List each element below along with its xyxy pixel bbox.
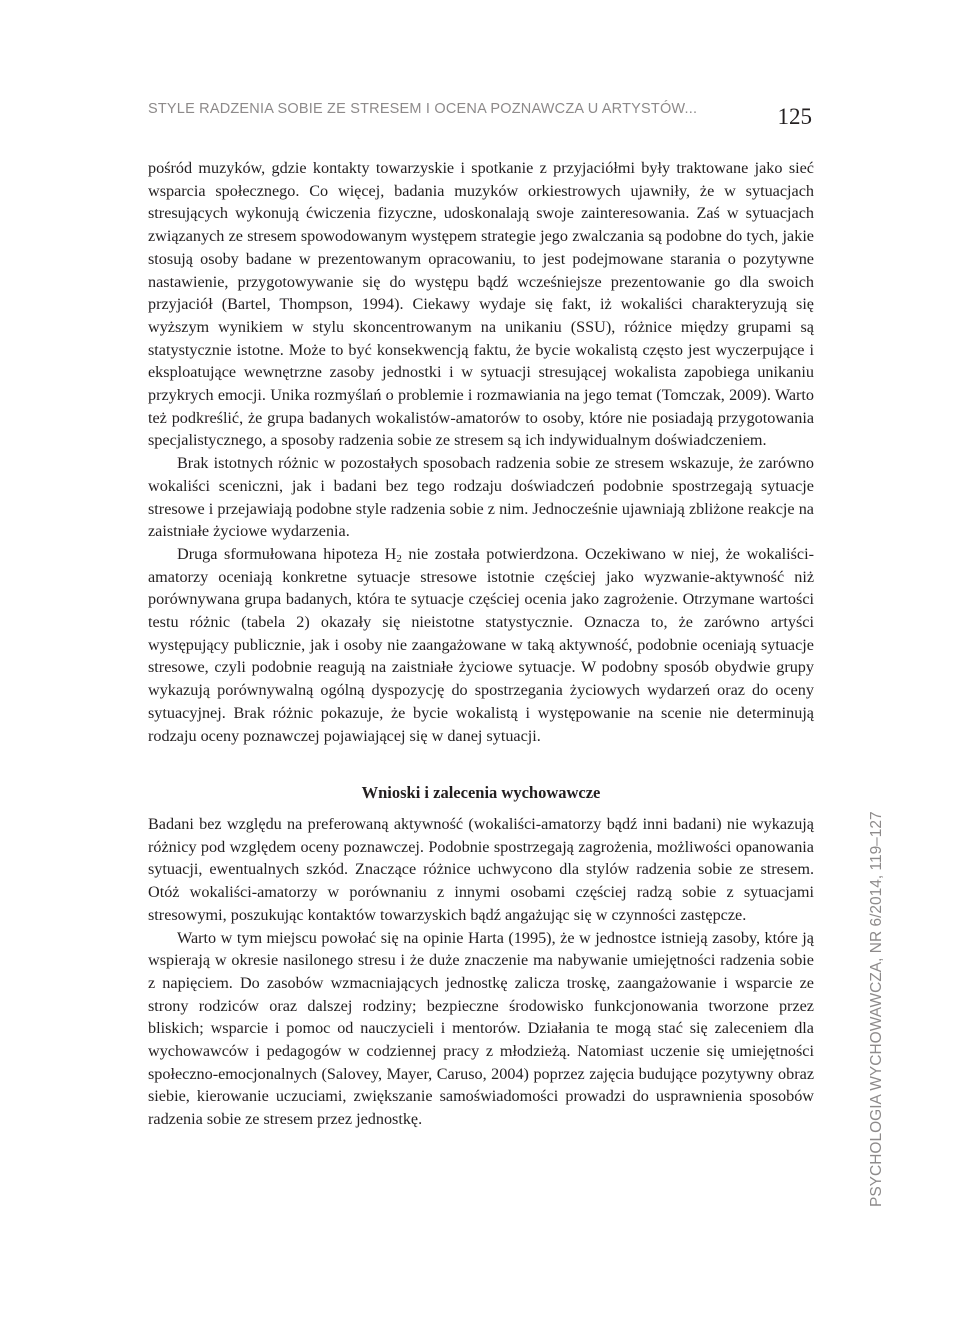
section-heading: Wnioski i zalecenia wychowawcze [361, 783, 601, 803]
paragraph-4: Badani bez względu na preferowaną aktywność (wokaliści-amatorzy bądź inni badani) nie wykazują różnicy pod względem oceny poznawczej. Podobnie spostrzegają zagrożenia, możliwości opanowania sytuacji, ewentualnych szkód. Znaczące różnice uchwycono dla stylów radzenia sobie ze stresem. Otóż wokaliści-amatorzy w porównaniu z innymi osobami częściej radzą sobie z sytuacjami stresowymi, poszukując kontaktów towarzyskich bądź angażując się w czynności zastępcze. [148, 814, 814, 924]
paragraph-3-start: Druga sformułowana hipoteza H [177, 544, 397, 563]
journal-info-vertical: PSYCHOLOGIA WYCHOWAWCZA, NR 6/2014, 119–127 [868, 811, 885, 1207]
paragraph-5: Warto w tym miejscu powołać się na opinie Harta (1995), że w jednostce istnieją zasoby, które ją wspierają w okresie nasilonego stresu i że duże znaczenie ma nabywanie umiejętności radzenia sobie z napięciem. Do zasobów wzmacniających jednostkę zalicza troskę, zaangażowanie i wsparcie ze strony rodziców oraz dalszej rodziny; bezpieczne środowisko funkcjonowania tworzone przez bliskich; wsparcie i pomoc od nauczycieli i mentorów. Działania te mogą stać się zaleceniem dla wychowawców i pedagogów w codziennej pracy z młodzieżą. Natomiast uczenie się umiejętności społeczno-emocjonalnych (Salovey, Mayer, Caruso, 2004) poprzez zajęcia budujące pozytywny obraz siebie, kierowanie uczuciami, zwiększanie samoświadomości prowadzi do usprawnienia sposobów radzenia sobie ze stresem przez jednostkę. [148, 928, 814, 1129]
running-head: STYLE RADZENIA SOBIE ZE STRESEM I OCENA POZNAWCZA U ARTYSTÓW... [148, 101, 698, 117]
article-body [148, 157, 814, 1131]
paragraph-1: pośród muzyków, gdzie kontakty towarzyskie i spotkanie z przyjaciółmi były traktowane jako sieć wsparcia społecznego. Co więcej, badania muzyków orkiestrowych ujawniły, że w sytuacjach stresujących wykonują ćwiczenia fizyczne, udoskonalają swoje zainteresowania. Zaś w sytuacjach związanych ze stresem spowodowanym występem strategie jego zwalczania są podobne do tych, jakie stosują osoby badane w prezentowanym opracowaniu, to jest podejmowane starania o pozytywne nastawienie, przygotowywanie się do występu bądź wcześniejsze prezentowanie go dla swoich przyjaciół (Bartel, Thompson, 1994). Ciekawy wydaje się fakt, iż wokaliści charakteryzują się wyższym wynikiem w stylu skoncentrowanym na unikaniu (SSU), różnice między grupami są statystycznie istotne. Może to być konsekwencją faktu, że bycie wokalistą często jest wyczerpujące i eksploatujące wewnętrzne zasoby jednostki i w sytuacji stresującej wokalista zapobiega unikaniu przykrych emocji. Unika rozmyślań o problemie i rozmawiania na jego temat (Tomczak, 2009). Warto też podkreślić, że grupa badanych wokalistów-amatorów to osoby, które nie posiadają przygotowania specjalistycznego, a sposoby radzenia sobie ze stresem są ich indywidualnym doświadczeniem. [148, 159, 814, 450]
paragraph-3-rest: nie została potwierdzona. Oczekiwano w niej, że wokaliści-amatorzy oceniają konkretne sytuacje stresowe istotnie częściej jako wyzwanie-aktywność niż porównywana grupa badanych, która te sytuacje częściej ocenia jako zagrożenie. Otrzymane wartości testu różnic (tabela 2) okazały się nieistotne statystycznie. Oznacza to, że zarówno artyści występujący publicznie, jak i osoby nie zaangażowane w taką aktywność, podobnie oceniają sytuacje stresowe, czyli podobnie reagują na zaistniałe życiowe sytuacje. W podobny sposób obydwie grupy wykazują porównywalną ogólną dyspozycję do spostrzegania życiowych wydarzeń oraz do oceny sytuacyjnej. Brak różnic pokazuje, że bycie wokalistą i występowanie na scenie nie determinują rodzaju oceny poznawczej pojawiającej się w danej sytuacji. [148, 544, 814, 745]
hypothesis-subscript: 2 [396, 552, 402, 565]
page-number: 125 [777, 104, 812, 129]
paragraph-3 [148, 543, 814, 747]
paragraph-2: Brak istotnych różnic w pozostałych sposobach radzenia sobie ze stresem wskazuje, że zarówno wokaliści sceniczni, jak i badani bez tego rodzaju doświadczeń podobnie spostrzegają sytuacje stresowe i przejawiają podobne style radzenia sobie z nim. Jednocześnie ujawniają zbliżone reakcje na zaistniałe życiowe wydarzenia. [148, 454, 814, 541]
